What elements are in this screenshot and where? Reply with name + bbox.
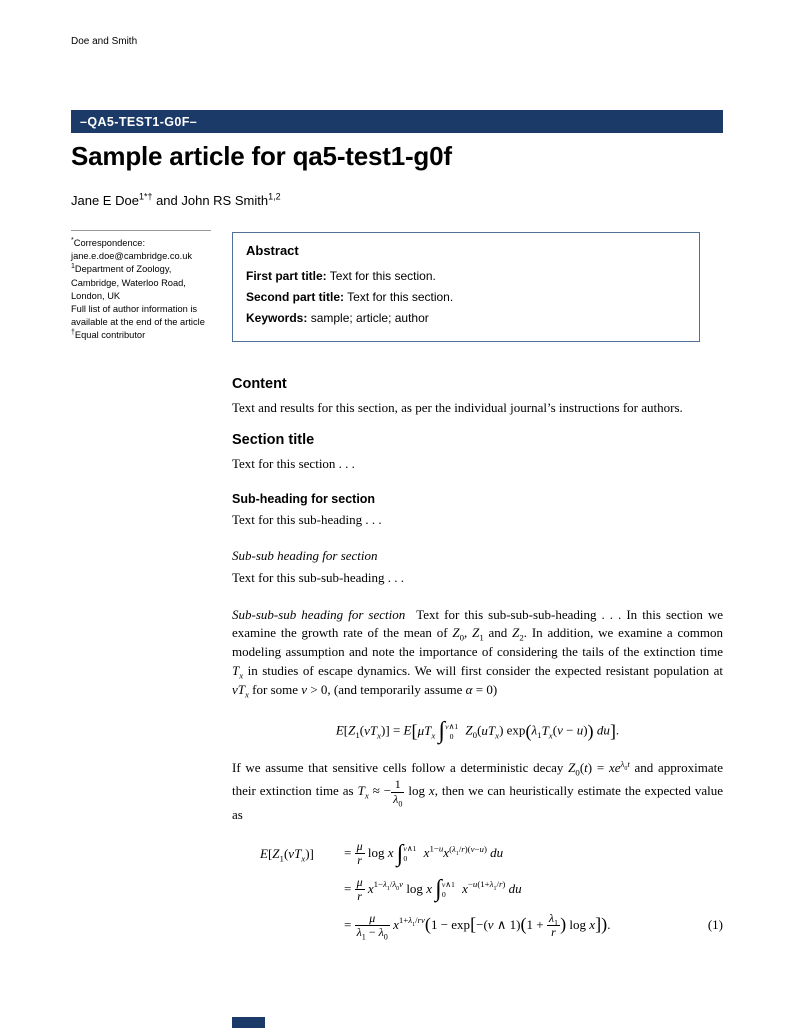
article-type-banner — [71, 110, 723, 133]
paragraph-text: Text for this sub-sub-sub-heading . . . In this section we examine the growth rate of the mean of $Z_0$, $Z_1$ and $Z_2$. In addition, we examine a common modeling assumption and note the importance of considering the tails of the extinction time $T_x$ in studies of escape dynamics. We will first consider the expected resistant population at $vT_x$ for some v > 0, (and temporarily assume α = 0) — [232, 606, 724, 700]
abstract-first-part — [246, 266, 686, 287]
author-info-note-1: Full list of author information is — [71, 303, 198, 314]
author-info-note-2: available at the end of the article — [71, 317, 205, 328]
equation-row-3 — [232, 912, 723, 940]
subsection-paragraph: Text for this sub-heading . . . — [232, 511, 382, 527]
display-equation: $E[Z_1(vT_x)] = E[\mu T_x$ ∫ v∧1 0 $Z_0(uT_x) \exp(\lambda_1T_x(v - u))$ du]. — [335, 718, 620, 745]
correspondence-email[interactable]: jane.e.doe@cambridge.co.uk — [71, 251, 193, 262]
equation-row-2 — [232, 876, 723, 904]
abstract-second-part-label: Second part title: — [246, 289, 345, 304]
affiliation-line-1: $^1$Department of Zoology, — [71, 263, 172, 275]
running-head: Doe and Smith — [71, 36, 138, 47]
equation-rhs-3: = $\frac{\mu}{\lambda_1 - \lambda_0}$ $x^{1+\lambda_1/rv}(1 - \exp[-(v$ ∧ 1)(1 + $\frac{\lambda_1}{r}$ ) log x]). — [344, 910, 611, 942]
content-heading: Content — [232, 375, 287, 392]
correspondence-label: *Correspondence: — [71, 236, 146, 248]
article-title: Sample article for qa5-test1-g0f — [71, 141, 452, 171]
abstract-first-part-text: Text for this section. — [329, 269, 436, 283]
abstract-second-part-text: Text for this section. — [347, 289, 454, 304]
main-column — [232, 232, 723, 947]
section-paragraph: Text for this section . . . — [232, 455, 355, 471]
abstract-keywords-text: sample; article; author — [310, 310, 429, 325]
equation-number: (1) — [707, 917, 723, 933]
aligned-equation-block — [232, 839, 723, 942]
abstract-keywords — [246, 308, 686, 329]
equation-lhs: $E[Z_1(vT_x)]$ — [260, 845, 314, 864]
affiliation-line-3: London, UK — [71, 290, 121, 301]
equation-rhs-2: = $\frac{\mu}{r}$ $x^{1-\lambda_1/\lambda_0v}$ log x ∫ v∧1 0 $x^{-u(1+\lambda_1/r)}$ du — [344, 874, 522, 904]
subsubsection-paragraph: Text for this sub-sub-heading . . . — [232, 569, 405, 585]
next-page-banner-partial — [232, 1017, 265, 1028]
equation-rhs-1: = $\frac{\mu}{r}$ log x ∫ v∧1 0 $x^{1-u}x^{(\lambda_1/r)(v-u)}$ du — [344, 839, 504, 868]
subsection-heading: Sub-heading for section — [232, 491, 376, 506]
abstract-second-part — [246, 287, 686, 308]
affiliation-line-2: Cambridge, Waterloo Road, — [71, 277, 186, 288]
subsubsection-heading: Sub-sub heading for section — [232, 547, 378, 563]
content-paragraph: Text and results for this section, as per the individual journal’s instructions for authors. — [232, 399, 683, 415]
equation-row-1 — [232, 840, 723, 868]
authors-line: Jane E Doe$^{1*\dagger}$ and John RS Smith$^{1,2}$ — [71, 191, 281, 208]
paragraph-with-runin-heading — [232, 606, 723, 701]
equal-contributor-note: †Equal contributor — [71, 329, 146, 341]
abstract-first-part-label: First part title: — [246, 269, 327, 283]
abstract-box — [232, 232, 700, 342]
banner-label: –QA5-TEST1-G0F– — [80, 114, 198, 129]
section-heading: Section title — [232, 431, 315, 448]
estimate-paragraph: If we assume that sensitive cells follow a deterministic decay $Z_0(t) = xe^{\lambda_0t}$ and approximate their extinction time as $T_x$ ≈ − $\frac{1}{\lambda_0}$ log x, then we can heuristically estimate the expected value as — [232, 759, 723, 823]
correspondence-sidebar — [71, 230, 211, 343]
abstract-heading: Abstract — [246, 243, 299, 258]
abstract-keywords-label: Keywords: — [246, 310, 308, 325]
paragraph-heading: Sub-sub-sub heading for section — [232, 606, 406, 622]
